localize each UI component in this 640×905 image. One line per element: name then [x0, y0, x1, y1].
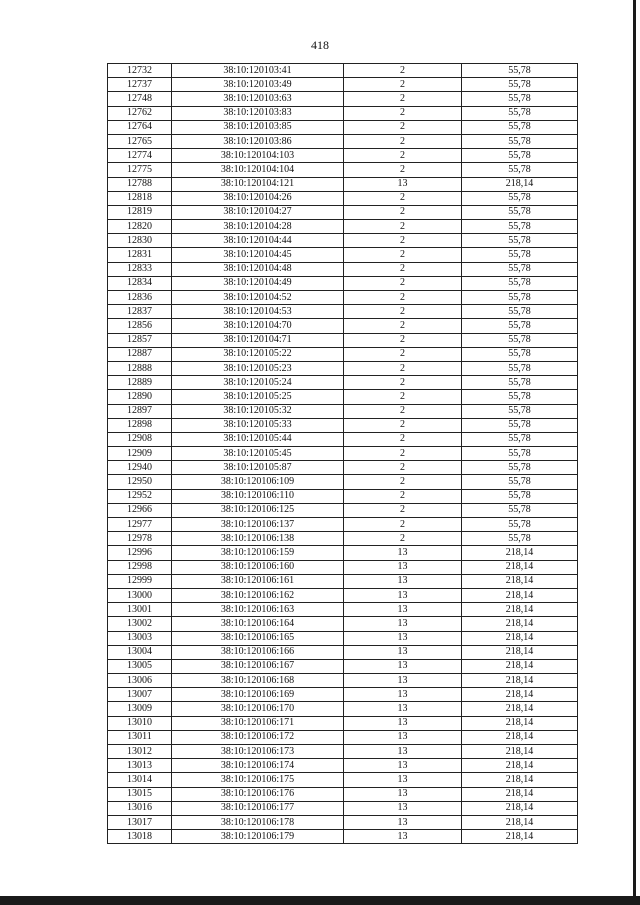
table-row	[108, 347, 578, 361]
table-row	[108, 830, 578, 844]
share-cell: 13	[344, 745, 462, 759]
record-number-cell: 12737	[108, 78, 172, 92]
scan-edge-bottom	[0, 896, 640, 905]
cadastral-number-cell: 38:10:120106:160	[172, 560, 344, 574]
table-row	[108, 631, 578, 645]
amount-cell: 55,78	[462, 447, 578, 461]
cadastral-number-cell: 38:10:120106:161	[172, 574, 344, 588]
amount-cell: 55,78	[462, 149, 578, 163]
record-number-cell: 12834	[108, 276, 172, 290]
amount-cell: 55,78	[462, 64, 578, 78]
table-row	[108, 248, 578, 262]
amount-cell: 55,78	[462, 120, 578, 134]
scan-edge-right	[633, 0, 636, 905]
share-cell: 13	[344, 830, 462, 844]
cadastral-number-cell: 38:10:120106:109	[172, 475, 344, 489]
cadastral-number-cell: 38:10:120105:33	[172, 418, 344, 432]
record-number-cell: 13007	[108, 688, 172, 702]
record-number-cell: 12908	[108, 432, 172, 446]
amount-cell: 55,78	[462, 248, 578, 262]
share-cell: 2	[344, 305, 462, 319]
table-row	[108, 163, 578, 177]
cadastral-number-cell: 38:10:120106:168	[172, 674, 344, 688]
cadastral-number-cell: 38:10:120104:49	[172, 276, 344, 290]
share-cell: 13	[344, 645, 462, 659]
share-cell: 2	[344, 262, 462, 276]
record-number-cell: 13011	[108, 730, 172, 744]
amount-cell: 55,78	[462, 404, 578, 418]
amount-cell: 55,78	[462, 390, 578, 404]
amount-cell: 55,78	[462, 432, 578, 446]
amount-cell: 218,14	[462, 560, 578, 574]
record-number-cell: 12775	[108, 163, 172, 177]
cadastral-number-cell: 38:10:120106:165	[172, 631, 344, 645]
record-number-cell: 13010	[108, 716, 172, 730]
record-number-cell: 12836	[108, 291, 172, 305]
amount-cell: 55,78	[462, 347, 578, 361]
record-number-cell: 12966	[108, 503, 172, 517]
cadastral-number-cell: 38:10:120106:125	[172, 503, 344, 517]
share-cell: 2	[344, 248, 462, 262]
record-number-cell: 12762	[108, 106, 172, 120]
amount-cell: 55,78	[462, 92, 578, 106]
share-cell: 2	[344, 120, 462, 134]
cadastral-number-cell: 38:10:120105:44	[172, 432, 344, 446]
record-number-cell: 13000	[108, 588, 172, 602]
cadastral-number-cell: 38:10:120104:103	[172, 149, 344, 163]
table-row	[108, 92, 578, 106]
cadastral-number-cell: 38:10:120106:110	[172, 489, 344, 503]
amount-cell: 55,78	[462, 262, 578, 276]
record-number-cell: 12748	[108, 92, 172, 106]
cadastral-number-cell: 38:10:120103:63	[172, 92, 344, 106]
cadastral-number-cell: 38:10:120104:121	[172, 177, 344, 191]
amount-cell: 55,78	[462, 234, 578, 248]
cadastral-number-cell: 38:10:120106:178	[172, 815, 344, 829]
record-number-cell: 12952	[108, 489, 172, 503]
cadastral-number-cell: 38:10:120106:164	[172, 617, 344, 631]
table-row	[108, 447, 578, 461]
cadastral-number-cell: 38:10:120106:175	[172, 773, 344, 787]
amount-cell: 55,78	[462, 376, 578, 390]
record-number-cell: 12889	[108, 376, 172, 390]
record-number-cell: 12888	[108, 361, 172, 375]
table-row	[108, 220, 578, 234]
share-cell: 13	[344, 631, 462, 645]
record-number-cell: 12909	[108, 447, 172, 461]
amount-cell: 218,14	[462, 830, 578, 844]
record-number-cell: 13014	[108, 773, 172, 787]
share-cell: 2	[344, 276, 462, 290]
share-cell: 2	[344, 78, 462, 92]
share-cell: 2	[344, 461, 462, 475]
table-row	[108, 674, 578, 688]
table-row	[108, 730, 578, 744]
share-cell: 13	[344, 546, 462, 560]
cadastral-number-cell: 38:10:120104:45	[172, 248, 344, 262]
share-cell: 2	[344, 319, 462, 333]
amount-cell: 55,78	[462, 205, 578, 219]
record-number-cell: 12996	[108, 546, 172, 560]
amount-cell: 218,14	[462, 588, 578, 602]
record-number-cell: 13015	[108, 787, 172, 801]
share-cell: 2	[344, 205, 462, 219]
table-row	[108, 276, 578, 290]
amount-cell: 55,78	[462, 489, 578, 503]
cadastral-number-cell: 38:10:120104:28	[172, 220, 344, 234]
cadastral-number-cell: 38:10:120104:48	[172, 262, 344, 276]
table-row	[108, 120, 578, 134]
cadastral-number-cell: 38:10:120104:26	[172, 191, 344, 205]
amount-cell: 218,14	[462, 617, 578, 631]
amount-cell: 55,78	[462, 503, 578, 517]
cadastral-number-cell: 38:10:120106:171	[172, 716, 344, 730]
amount-cell: 55,78	[462, 518, 578, 532]
share-cell: 13	[344, 574, 462, 588]
share-cell: 13	[344, 674, 462, 688]
record-number-cell: 12998	[108, 560, 172, 574]
table-row	[108, 432, 578, 446]
record-number-cell: 12978	[108, 532, 172, 546]
table-row	[108, 177, 578, 191]
table-row	[108, 688, 578, 702]
amount-cell: 218,14	[462, 688, 578, 702]
record-number-cell: 12818	[108, 191, 172, 205]
table-row	[108, 560, 578, 574]
amount-cell: 55,78	[462, 418, 578, 432]
cadastral-number-cell: 38:10:120104:104	[172, 163, 344, 177]
share-cell: 13	[344, 801, 462, 815]
cadastral-number-cell: 38:10:120105:87	[172, 461, 344, 475]
cadastral-number-cell: 38:10:120106:174	[172, 759, 344, 773]
share-cell: 2	[344, 333, 462, 347]
cadastral-number-cell: 38:10:120106:173	[172, 745, 344, 759]
share-cell: 13	[344, 603, 462, 617]
record-number-cell: 12977	[108, 518, 172, 532]
record-number-cell: 13004	[108, 645, 172, 659]
amount-cell: 218,14	[462, 674, 578, 688]
table-row	[108, 78, 578, 92]
registry-table	[107, 63, 578, 844]
cadastral-number-cell: 38:10:120106:167	[172, 659, 344, 673]
record-number-cell: 12857	[108, 333, 172, 347]
share-cell: 2	[344, 92, 462, 106]
record-number-cell: 13012	[108, 745, 172, 759]
record-number-cell: 13017	[108, 815, 172, 829]
table-row	[108, 134, 578, 148]
amount-cell: 55,78	[462, 220, 578, 234]
cadastral-number-cell: 38:10:120105:25	[172, 390, 344, 404]
amount-cell: 55,78	[462, 532, 578, 546]
record-number-cell: 13013	[108, 759, 172, 773]
cadastral-number-cell: 38:10:120106:163	[172, 603, 344, 617]
record-number-cell: 13009	[108, 702, 172, 716]
cadastral-number-cell: 38:10:120103:86	[172, 134, 344, 148]
table-row	[108, 815, 578, 829]
share-cell: 2	[344, 532, 462, 546]
cadastral-number-cell: 38:10:120104:53	[172, 305, 344, 319]
amount-cell: 55,78	[462, 333, 578, 347]
table-row	[108, 518, 578, 532]
amount-cell: 55,78	[462, 191, 578, 205]
record-number-cell: 12732	[108, 64, 172, 78]
record-number-cell: 12764	[108, 120, 172, 134]
table-row	[108, 191, 578, 205]
share-cell: 13	[344, 659, 462, 673]
table-row	[108, 532, 578, 546]
table-row	[108, 404, 578, 418]
amount-cell: 218,14	[462, 702, 578, 716]
cadastral-number-cell: 38:10:120104:44	[172, 234, 344, 248]
cadastral-number-cell: 38:10:120103:41	[172, 64, 344, 78]
table-row	[108, 546, 578, 560]
share-cell: 2	[344, 475, 462, 489]
share-cell: 13	[344, 773, 462, 787]
share-cell: 13	[344, 787, 462, 801]
amount-cell: 218,14	[462, 787, 578, 801]
record-number-cell: 13006	[108, 674, 172, 688]
share-cell: 2	[344, 518, 462, 532]
amount-cell: 218,14	[462, 815, 578, 829]
cadastral-number-cell: 38:10:120103:85	[172, 120, 344, 134]
record-number-cell: 12830	[108, 234, 172, 248]
share-cell: 13	[344, 815, 462, 829]
page-number: 418	[311, 38, 329, 52]
record-number-cell: 12856	[108, 319, 172, 333]
record-number-cell: 12999	[108, 574, 172, 588]
amount-cell: 218,14	[462, 546, 578, 560]
amount-cell: 55,78	[462, 319, 578, 333]
share-cell: 2	[344, 404, 462, 418]
cadastral-number-cell: 38:10:120106:138	[172, 532, 344, 546]
table-row	[108, 617, 578, 631]
cadastral-number-cell: 38:10:120105:32	[172, 404, 344, 418]
table-row	[108, 234, 578, 248]
share-cell: 2	[344, 291, 462, 305]
share-cell: 13	[344, 177, 462, 191]
record-number-cell: 13002	[108, 617, 172, 631]
table-row	[108, 787, 578, 801]
table-row	[108, 645, 578, 659]
share-cell: 2	[344, 418, 462, 432]
amount-cell: 218,14	[462, 773, 578, 787]
share-cell: 2	[344, 191, 462, 205]
cadastral-number-cell: 38:10:120106:179	[172, 830, 344, 844]
amount-cell: 55,78	[462, 291, 578, 305]
record-number-cell: 13001	[108, 603, 172, 617]
table-row	[108, 574, 578, 588]
share-cell: 13	[344, 617, 462, 631]
cadastral-number-cell: 38:10:120105:24	[172, 376, 344, 390]
share-cell: 2	[344, 432, 462, 446]
cadastral-number-cell: 38:10:120106:177	[172, 801, 344, 815]
share-cell: 2	[344, 361, 462, 375]
table-row	[108, 106, 578, 120]
share-cell: 2	[344, 489, 462, 503]
cadastral-number-cell: 38:10:120105:23	[172, 361, 344, 375]
table-row	[108, 418, 578, 432]
cadastral-number-cell: 38:10:120106:172	[172, 730, 344, 744]
table-row	[108, 475, 578, 489]
table-row	[108, 801, 578, 815]
amount-cell: 55,78	[462, 276, 578, 290]
table-row	[108, 759, 578, 773]
record-number-cell: 13016	[108, 801, 172, 815]
share-cell: 2	[344, 503, 462, 517]
table-row	[108, 773, 578, 787]
table-row	[108, 603, 578, 617]
record-number-cell: 12765	[108, 134, 172, 148]
table-row	[108, 361, 578, 375]
amount-cell: 218,14	[462, 759, 578, 773]
cadastral-number-cell: 38:10:120106:176	[172, 787, 344, 801]
share-cell: 2	[344, 149, 462, 163]
record-number-cell: 12950	[108, 475, 172, 489]
amount-cell: 55,78	[462, 475, 578, 489]
table-row	[108, 745, 578, 759]
record-number-cell: 12897	[108, 404, 172, 418]
amount-cell: 218,14	[462, 730, 578, 744]
table-row	[108, 716, 578, 730]
share-cell: 13	[344, 702, 462, 716]
share-cell: 13	[344, 560, 462, 574]
table-row	[108, 149, 578, 163]
cadastral-number-cell: 38:10:120106:170	[172, 702, 344, 716]
amount-cell: 55,78	[462, 106, 578, 120]
cadastral-number-cell: 38:10:120104:52	[172, 291, 344, 305]
record-number-cell: 12788	[108, 177, 172, 191]
cadastral-number-cell: 38:10:120106:162	[172, 588, 344, 602]
record-number-cell: 12940	[108, 461, 172, 475]
share-cell: 2	[344, 390, 462, 404]
cadastral-number-cell: 38:10:120106:159	[172, 546, 344, 560]
cadastral-number-cell: 38:10:120103:49	[172, 78, 344, 92]
record-number-cell: 13018	[108, 830, 172, 844]
amount-cell: 55,78	[462, 361, 578, 375]
table-row	[108, 319, 578, 333]
table-row	[108, 205, 578, 219]
cadastral-number-cell: 38:10:120105:45	[172, 447, 344, 461]
cadastral-number-cell: 38:10:120106:166	[172, 645, 344, 659]
share-cell: 2	[344, 347, 462, 361]
share-cell: 13	[344, 730, 462, 744]
share-cell: 2	[344, 163, 462, 177]
record-number-cell: 12831	[108, 248, 172, 262]
table-row	[108, 291, 578, 305]
amount-cell: 218,14	[462, 574, 578, 588]
amount-cell: 218,14	[462, 659, 578, 673]
table-row	[108, 461, 578, 475]
record-number-cell: 12890	[108, 390, 172, 404]
share-cell: 13	[344, 759, 462, 773]
record-number-cell: 12887	[108, 347, 172, 361]
amount-cell: 55,78	[462, 134, 578, 148]
share-cell: 13	[344, 588, 462, 602]
share-cell: 13	[344, 688, 462, 702]
cadastral-number-cell: 38:10:120104:71	[172, 333, 344, 347]
share-cell: 2	[344, 447, 462, 461]
amount-cell: 218,14	[462, 645, 578, 659]
share-cell: 13	[344, 716, 462, 730]
table-row	[108, 489, 578, 503]
table-row	[108, 503, 578, 517]
cadastral-number-cell: 38:10:120105:22	[172, 347, 344, 361]
amount-cell: 55,78	[462, 163, 578, 177]
amount-cell: 218,14	[462, 801, 578, 815]
table-row	[108, 305, 578, 319]
cadastral-number-cell: 38:10:120104:70	[172, 319, 344, 333]
record-number-cell: 12833	[108, 262, 172, 276]
amount-cell: 218,14	[462, 177, 578, 191]
table-row	[108, 376, 578, 390]
cadastral-number-cell: 38:10:120104:27	[172, 205, 344, 219]
table-row	[108, 64, 578, 78]
cadastral-number-cell: 38:10:120106:137	[172, 518, 344, 532]
table-row	[108, 390, 578, 404]
record-number-cell: 13003	[108, 631, 172, 645]
table-row	[108, 659, 578, 673]
share-cell: 2	[344, 234, 462, 248]
record-number-cell: 12819	[108, 205, 172, 219]
table-row	[108, 262, 578, 276]
amount-cell: 55,78	[462, 461, 578, 475]
cadastral-number-cell: 38:10:120103:83	[172, 106, 344, 120]
table-row	[108, 333, 578, 347]
amount-cell: 218,14	[462, 716, 578, 730]
share-cell: 2	[344, 376, 462, 390]
share-cell: 2	[344, 106, 462, 120]
amount-cell: 218,14	[462, 631, 578, 645]
amount-cell: 55,78	[462, 78, 578, 92]
table-row	[108, 702, 578, 716]
amount-cell: 55,78	[462, 305, 578, 319]
amount-cell: 218,14	[462, 603, 578, 617]
share-cell: 2	[344, 220, 462, 234]
table-row	[108, 588, 578, 602]
share-cell: 2	[344, 134, 462, 148]
share-cell: 2	[344, 64, 462, 78]
record-number-cell: 12774	[108, 149, 172, 163]
record-number-cell: 12837	[108, 305, 172, 319]
record-number-cell: 12820	[108, 220, 172, 234]
amount-cell: 218,14	[462, 745, 578, 759]
record-number-cell: 12898	[108, 418, 172, 432]
record-number-cell: 13005	[108, 659, 172, 673]
cadastral-number-cell: 38:10:120106:169	[172, 688, 344, 702]
registry-table-body	[108, 64, 578, 844]
